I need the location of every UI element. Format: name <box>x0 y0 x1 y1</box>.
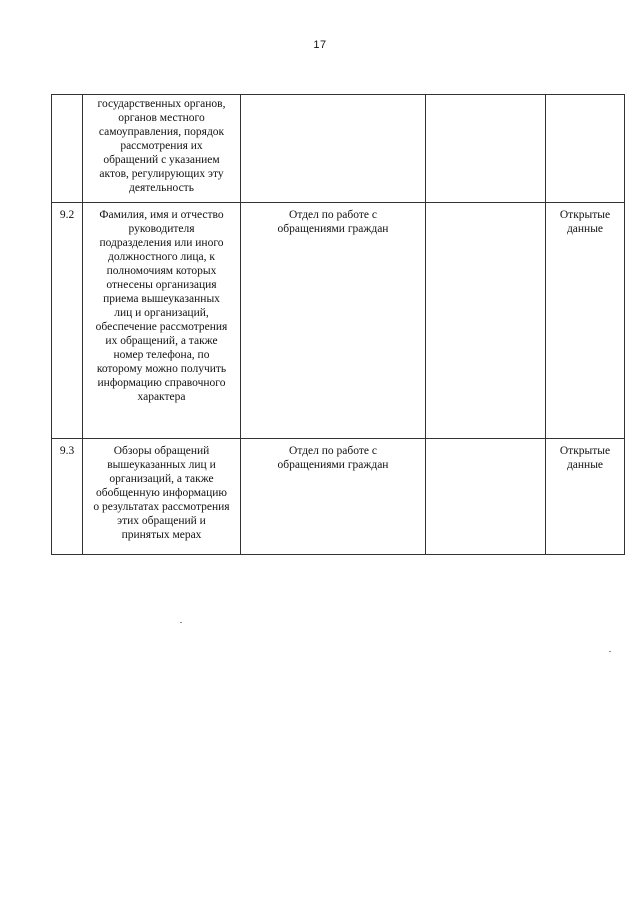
data-type-cell <box>546 439 625 555</box>
row-number-cell <box>52 203 83 439</box>
department: Отдел по работе с обращениями граждан <box>277 445 389 471</box>
table-row <box>52 95 625 203</box>
info-table <box>51 94 625 555</box>
info-name: Фамилия, имя и отчество руководителя подразделения или иного должностного лица, к полномочиям которых отнесены организация приема вышеуказанных лиц и организаций, обеспечение рассмотрения их обращений, а также номер телефона, по которому можно получить информацию справочного характера <box>95 209 228 403</box>
department-cell <box>241 203 426 439</box>
department-cell <box>241 439 426 555</box>
row-number-cell <box>52 95 83 203</box>
scan-speck <box>180 622 182 623</box>
data-type: Открытые данные <box>559 445 611 471</box>
department: Отдел по работе с обращениями граждан <box>277 209 389 235</box>
data-type: Открытые данные <box>559 209 611 235</box>
row-number-cell <box>52 439 83 555</box>
empty-cell <box>426 95 546 203</box>
row-number: 9.3 <box>59 445 75 457</box>
table-row <box>52 203 625 439</box>
empty-cell <box>426 203 546 439</box>
data-type-cell <box>546 95 625 203</box>
info-name-cell <box>83 203 241 439</box>
page-number: 17 <box>313 39 327 51</box>
info-name: Обзоры обращений вышеуказанных лиц и организаций, а также обобщенную информацию о результатах рассмотрения этих обращений и принятых мерах <box>93 445 230 541</box>
data-type-cell <box>546 203 625 439</box>
department-cell <box>241 95 426 203</box>
scan-speck <box>609 651 611 652</box>
table-row <box>52 439 625 555</box>
empty-cell <box>426 439 546 555</box>
info-name-cell <box>83 95 241 203</box>
info-name: государственных органов, органов местного самоуправления, порядок рассмотрения их обращений с указанием актов, регулирующих эту деятельность <box>97 98 226 194</box>
info-name-cell <box>83 439 241 555</box>
row-number: 9.2 <box>59 209 75 221</box>
